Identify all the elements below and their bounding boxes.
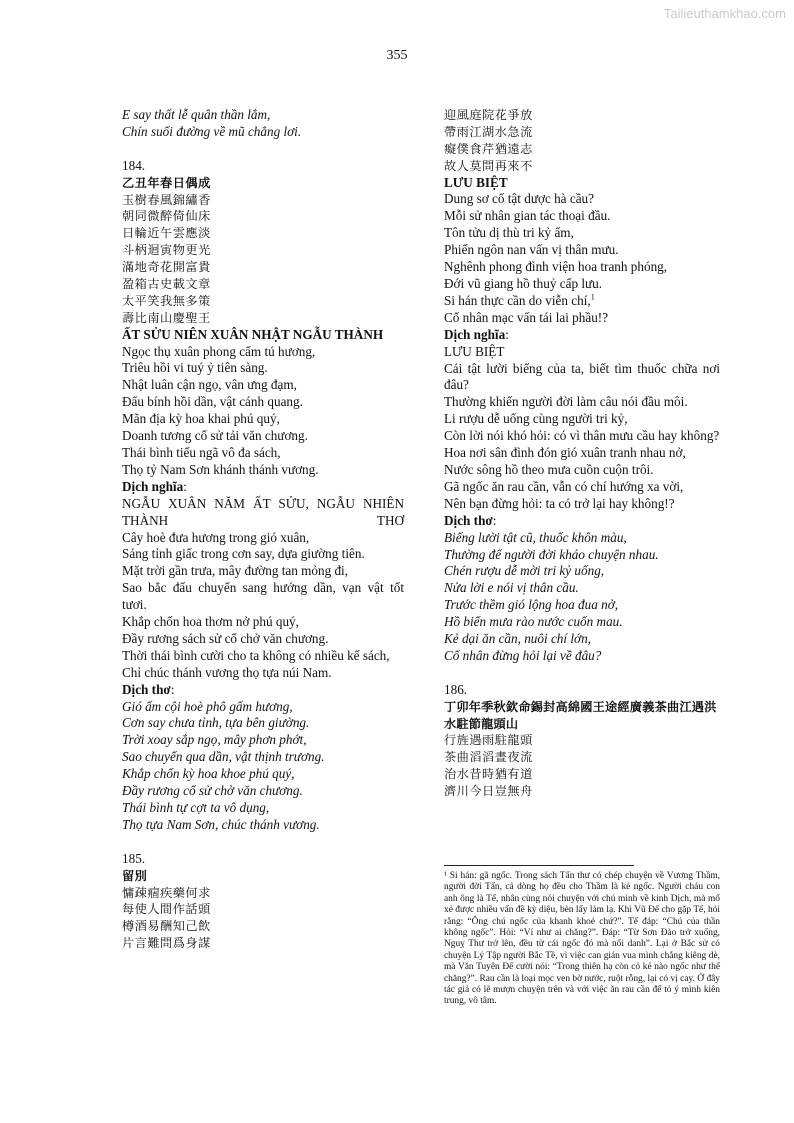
han-line: 行旌遇雨駐龍頭 [444,733,533,748]
viet-line: Ngọc thụ xuân phong cẩm tú hương, [122,343,316,359]
meaning-label: Dịch nghĩa [444,326,506,342]
viet-line: Đẩu bính hồi dần, vật cánh quang. [122,394,303,410]
viet-line: Nghênh phong đình viện hoa tranh phóng, [444,259,668,275]
poem-line: Cố nhân đừng hỏi lại về đâu? [444,647,602,663]
poem-number-185: 185. [122,850,146,866]
viet-line: Mỗi sử nhân gian tác thoại đầu. [444,208,611,224]
poem-line: Nửa lời e nói vị thân cầu. [444,580,579,596]
meaning-label: Dịch nghĩa [122,478,184,494]
meaning-title: LƯU BIỆT [444,343,505,359]
meaning-line: Còn lời nói khó hỏi: có vì thân mưu cầu hay không? [444,428,720,444]
viet-line-text: Si hán thực cần do viễn chí, [444,292,591,308]
poem-line: Biếng lười tật cũ, thuốc khôn màu, [444,529,627,545]
watermark: Tailieuthamkhao.com [663,6,786,21]
han-line: 滿地奇花開富貴 [122,260,211,275]
han-line: 斗柄迴寅物更光 [122,243,211,258]
han-line: 癡僕食芹猶遠志 [444,141,533,156]
meaning-line: Hoa nơi sân đình đón gió xuân tranh nhau nở, [444,445,686,461]
han-line: 故人莫問再來不 [444,158,533,173]
poem-number-184: 184. [122,157,146,173]
meaning-line: Sáng tỉnh giấc trong cơn say, dựa giường tiên. [122,546,365,562]
viet-line: Thọ tỷ Nam Sơn khánh thánh vương. [122,461,319,477]
poem-line: Chén rượu dễ mời tri kỷ uống, [444,563,605,579]
meaning-line: Gã ngốc ăn rau cần, vẫn có chí hướng xa vời, [444,478,684,494]
meaning-heading: Dịch nghĩa: [444,326,509,342]
viet-title-185: LƯU BIỆT [444,174,508,190]
poem-line: Khắp chốn kỳ hoa khoe phú quý, [122,766,295,782]
viet-line: Nhật luân cận ngọ, vân ưng đạm, [122,377,297,393]
left-column [122,107,404,952]
han-line: 玉樹春風錦繡香 [122,192,211,207]
poem-line: Gió ấm cội hoè phô gấm hương, [122,698,293,714]
page-number: 355 [386,48,408,63]
han-title-184: 乙丑年春日偶成 [122,175,211,190]
poem-line: Hồ biển mưa rào nước cuốn mau. [444,614,623,630]
viet-line: Đới vũ giang hồ thuỷ cấp lưu. [444,276,603,291]
viet-title-184: ẤT SỬU NIÊN XUÂN NHẬT NGẪU THÀNH [122,326,384,342]
meaning-title: NGẪU XUÂN NĂM ẤT SỬU, NGẪU NHIÊN THÀNH THƠ [122,495,404,528]
viet-line [444,293,720,310]
poem-number-186: 186. [444,681,468,697]
poem-line: Trước thềm gió lộng hoa đua nở, [444,597,619,613]
poem-line: Thái bình tự cợt ta vô dụng, [122,800,270,815]
poem-line: Cơn say chưa tỉnh, tựa bên giường. [122,715,310,731]
meaning-line: Thường khiến người đời làm câu nói đầu môi. [444,394,688,410]
meaning-line: Thời thái bình cười cho ta không có nhiều kế sách, [122,647,390,663]
meaning-line: Nên bạn đừng hỏi: ta có trở lại hay không!? [444,495,675,511]
han-line: 樽酒易酬知己飲 [122,919,211,934]
poem-line: Sao chuyển qua dần, vật thịnh trương. [122,749,325,765]
viet-line: Triêu hồi vi tuý ỷ tiên sàng. [122,360,268,376]
right-column [444,107,720,800]
intro-line: Chín suối đường về mũ chẳng lơi. [122,123,302,139]
meaning-line: Khắp chốn hoa thơm nở phú quý, [122,614,299,630]
viet-line: Mãn địa kỳ hoa khai phú quý, [122,411,280,427]
han-line: 盈箱古史載文章 [122,276,211,291]
meaning-line: Đầy rương sách sử cổ chở văn chương. [122,630,329,646]
meaning-line: Li rượu dễ uống cùng người tri kỷ, [444,411,628,427]
viet-line: Tôn tửu dị thù tri kỷ ẩm, [444,225,574,241]
poem-label: Dịch thơ [444,512,493,528]
poem-line: Trời xoay sắp ngọ, mây phơn phớt, [122,732,307,748]
intro-line: E say thất lễ quân thần lắm, [122,107,271,122]
viet-line: Thái bình tiếu ngã vô đa sách, [122,444,281,460]
poem-heading: Dịch thơ: [122,681,175,697]
poem-line: Đầy rương cổ sử chở văn chương. [122,783,303,799]
poem-line: Thọ tựa Nam Sơn, chúc thánh vương. [122,816,320,832]
meaning-line: Sao bắc đẩu chuyển sang hướng dần, vạn vật tốt tươi. [122,580,404,613]
han-title-185: 留別 [122,868,148,883]
han-line: 每使人間作話頭 [122,902,211,917]
poem-line: Kẻ dại ăn cần, nuôi chí lớn, [444,631,591,647]
han-line: 治水昔時猶有道 [444,767,533,782]
viet-line: Phiến ngôn nan vấn vị thân mưu. [444,242,619,258]
han-line: 朝同微醉倚仙床 [122,209,211,224]
han-line: 日輪近午雲應淡 [122,226,211,241]
viet-line: Dung sơ cố tật dược hà cầu? [444,191,594,207]
meaning-line: Cây hoè đưa hương trong gió xuân, [122,529,310,545]
viet-line: Doanh tương cổ sử tải văn chương. [122,428,308,444]
han-line: 濟川今日豈無舟 [444,784,533,799]
meaning-line: Chỉ chúc thánh vương thọ tựa núi Nam. [122,664,332,680]
meaning-line: Cái tật lười biếng của ta, biết tìm thuốc chữa nơi đâu? [444,360,720,393]
meaning-heading: Dịch nghĩa: [122,478,187,494]
viet-line: Cố nhân mạc vấn tái lai phầu!? [444,309,609,325]
han-line: 片言難問爲身謀 [122,936,211,951]
han-line: 太平笑我無多策 [122,293,211,308]
han-line: 慵疎痼疾藥何求 [122,885,211,900]
han-line: 茶曲滔滔晝夜流 [444,750,533,765]
footnote-marker[interactable]: 1 [590,292,595,302]
poem-label: Dịch thơ [122,681,171,697]
meaning-line: Mặt trời gần trưa, mây đường tan mỏng đi, [122,563,349,579]
meaning-line: Nước sông hồ theo mưa cuồn cuộn trôi. [444,461,654,477]
han-line: 帶雨江湖水急流 [444,124,533,139]
han-line: 迎風庭院花爭放 [444,108,533,122]
poem-line: Thường để người đời kháo chuyện nhau. [444,546,659,562]
poem-heading: Dịch thơ: [444,512,497,528]
footnote-rule [444,865,634,866]
han-title-186: 丁卯年季秋欽命錫封高綿國王途經廣義茶曲江遇洪水駐節龍頭山 [444,699,717,731]
han-line: 壽比南山慶聖王 [122,310,211,325]
footnote: ¹ Si hán: gã ngốc. Trong sách Tấn thư có chép chuyện về Vương Thầm, người đời Tấn, cả dòng họ đều cho Thầm là kẻ ngốc. Người cháu con anh ông là Tế, nhân cùng nói chuyện với chú mình về kinh Dịch, mà mổ xẻ được nhiều vấn đề kỳ diệu, bèn lấy làm lạ. Khi Vũ Đế cho gặp Tế, hỏi rằng: “Ông chú ngốc của khanh khoẻ chứ?”. Tế đáp: “Chú của thần không ngốc”. Hỏi: “Ví như ai chăng?”. Đáp: “Từ Sơn Đào trở xuống, Nguỵ Thư trở lên, đều từ cái ngốc đó mà nổi danh”. Lại ở Bắc sử có chuyện Lý Tập người Bắc Tề, vì việc can gián vua mình chẳng kiêng dè, mà Văn Tuyên Đế cười nói: “Trong thiên hạ còn có kẻ nào ngốc như thế chăng?”. Rau cần là loại mọc ven bờ nước, ruột rỗng, lại có vị cay. Ở đây tác giả có lẽ mượn chuyện trên và với việc ăn rau cần để tỏ ý mình kiên trung, vô tâm. [444,871,720,1007]
